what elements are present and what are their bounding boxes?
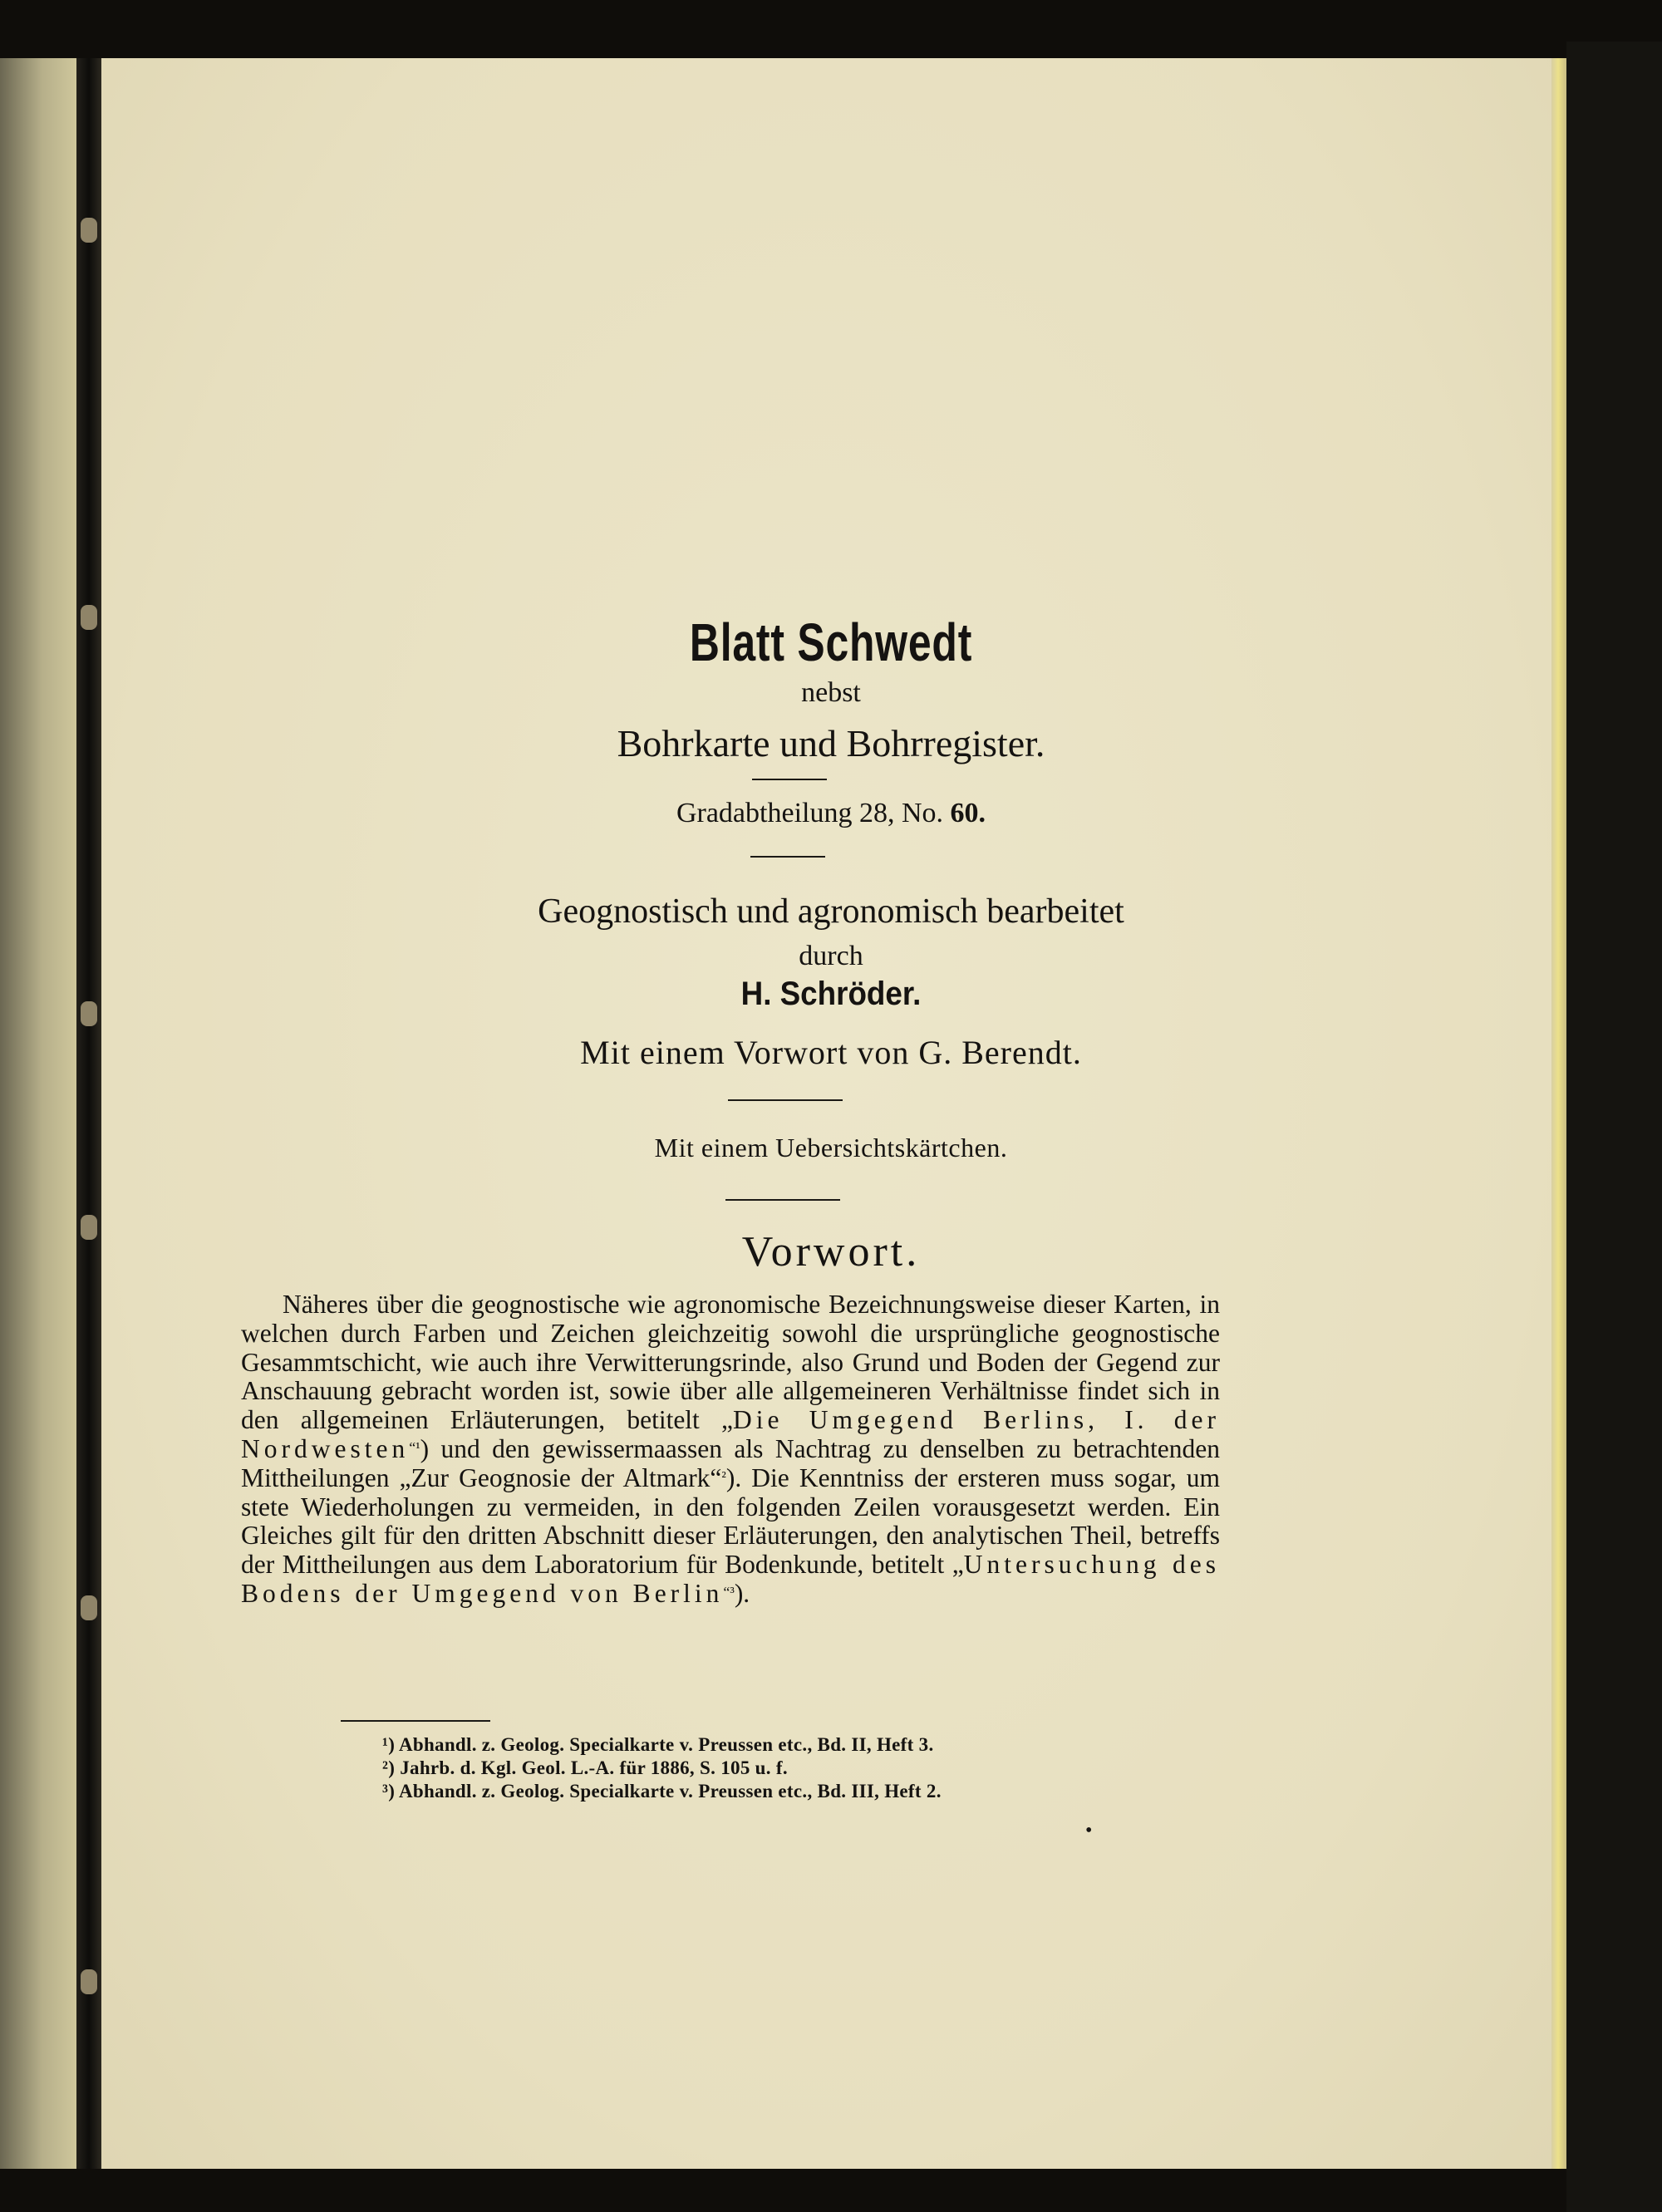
footnote-mark: ¹) (382, 1734, 396, 1755)
footnote-text: Abhandl. z. Geolog. Specialkarte v. Preussen etc., Bd. III, Heft 2. (398, 1781, 942, 1802)
footnote-mark: ³) (382, 1781, 396, 1802)
footnote-text: Jahrb. d. Kgl. Geol. L.-A. für 1886, S. 105 u. f. (400, 1757, 788, 1778)
spaced-title: Die Umgegend Berlins, I. der Nordwesten (241, 1405, 1220, 1463)
subtitle: Bohrkarte und Bohrregister. (617, 722, 1045, 764)
author-name: H. Schröder. (740, 976, 922, 1012)
body-text-segment: Näheres über die geognostische wie agronomische Bezeichnungsweise dieser Karten, in welchen durch Farben und Zeichen gleichzeitig sowohl die ursprüngliche geognostische Gesammtschicht, wie auch ihre Verwitterungsrinde, also Grund und Boden der Gegend zur Anschauung gebracht worden ist, sowie über alle allgemeineren Verhältnisse findet sich in den allgemeinen Erläuterungen, betitelt „ (241, 1290, 1220, 1435)
footnote-rule (341, 1720, 490, 1722)
durch-line: durch (799, 941, 863, 971)
footnote-ref: “³ (723, 1583, 735, 1600)
gradabtheilung-number: 60. (950, 798, 986, 828)
footnote (382, 1757, 788, 1779)
divider-rule (750, 856, 825, 858)
divider-rule (728, 1099, 843, 1101)
vorwort-by-line: Mit einem Vorwort von G. Berendt. (580, 1034, 1082, 1071)
nebst-line: nebst (801, 677, 861, 708)
footnote-mark: ²) (382, 1757, 396, 1778)
geo-line: Geognostisch und agronomisch bearbeitet (538, 892, 1124, 931)
footnote (382, 1734, 934, 1756)
gradabtheilung-prefix: Gradabtheilung 28, No. (676, 798, 944, 828)
section-heading: Vorwort. (741, 1228, 921, 1276)
footnote (382, 1781, 942, 1802)
page-title: Blatt Schwedt (689, 612, 973, 672)
body-text-segment: ). Die Kenntniss der ersteren muss sogar, um stete Wiederholungen zu vermeiden, in den folgenden Zeilen vorausgesetzt werden. Ein Gleiches gilt für den dritten Abschnitt dieser Erläuterungen, den analytischen Theil, betreffs der Mittheilungen aus dem Laboratorium für Bodenkunde, betitelt „ (241, 1462, 1220, 1580)
body-paragraph (241, 1290, 1220, 1609)
body-text-segment: ). (734, 1578, 750, 1608)
end-mark: • (1085, 1820, 1093, 1841)
body-text-segment: ) und den gewissermaassen als Nachtrag zu denselben zu betrachtenden Mittheilungen „Zur Geognosie der Altmark“ (241, 1433, 1220, 1492)
footnote-ref: “¹ (409, 1438, 420, 1456)
divider-rule (752, 779, 827, 780)
spaced-title: Untersuchung des Bodens der Umgegend von Berlin (241, 1550, 1220, 1608)
footnote-ref: ² (721, 1467, 726, 1485)
footnote-text: Abhandl. z. Geolog. Specialkarte v. Preussen etc., Bd. II, Heft 3. (398, 1734, 934, 1755)
gradabtheilung-line (0, 798, 1662, 829)
divider-rule (725, 1199, 840, 1201)
map-note: Mit einem Uebersichtskärtchen. (654, 1133, 1008, 1163)
